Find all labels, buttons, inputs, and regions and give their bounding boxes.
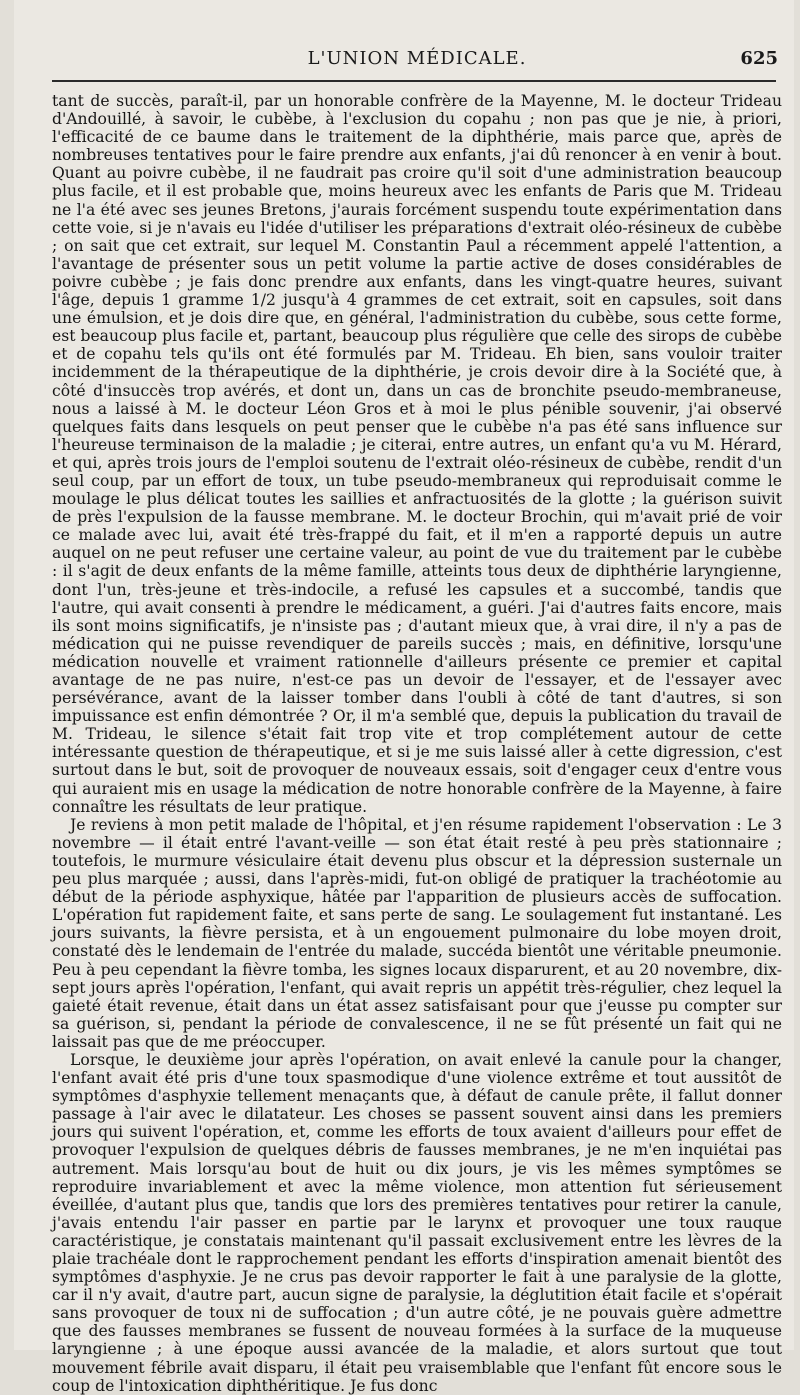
paragraph: Je reviens à mon petit malade de l'hôpital, et j'en résume rapidement l'observation : Le 3 novembre — il était entré l'avant-veille — son état était resté à peu près stationnaire ; toutefois, le murmure vésiculaire était devenu plus obscur et la dépression susternale un peu plus marquée ; aussi, dans l'après-midi, fut-on obligé de pratiquer la trachéotomie au début de la période asphyxique, hâtée par l'apparition de plusieurs accès de suffocation. L'opération fut rapidement faite, et sans perte de sang. Le soulagement fut instantané. Les jours suivants, la fièvre persista, et à un engouement pulmonaire du lobe moyen droit, constaté dès le lendemain de l'entrée du malade, succéda bientôt une véritable pneumonie. Peu à peu cependant la fièvre tomba, les signes locaux disparurent, et au 20 novembre, dix-sept jours après l'opération, l'enfant, qui avait repris un appétit très-régulier, chez lequel la gaieté était revenue, était dans un état assez satisfaisant pour que j'eusse pu compter sur sa guérison, si, pendant la période de convalescence, il ne se fût présenté un fait qui ne laissait pas que de me préoccuper. xyxy=(52,815,782,1051)
paragraph: tant de succès, paraît-il, par un honorable confrère de la Mayenne, M. le docteur Trideau d'Andouillé, à savoir, le cubèbe, à l'exclusion du copahu ; non pas que je nie, à priori, l'efficacité de ce baume dans le traitement de la diphthérie, mais parce que, après de nombreuses tentatives pour le faire prendre aux enfants, j'ai dû renoncer à en venir à bout. Quant au poivre cubèbe, il ne faudrait pas croire qu'il soit d'une administration beaucoup plus facile, et il est probable que, moins heureux avec les enfants de Paris que M. Trideau ne l'a été avec ses jeunes Bretons, j'aurais forcément suspendu toute expérimentation dans cette voie, si je n'avais eu l'idée d'utiliser les préparations d'extrait oléo-résineux de cubèbe ; on sait que cet extrait, sur lequel M. Constantin Paul a récemment appelé l'attention, a l'avantage de présenter sous un petit volume la partie active de doses considérables de poivre cubèbe ; je fais donc prendre aux enfants, dans les vingt-quatre heures, suivant l'âge, depuis 1 gramme 1/2 jusqu'à 4 grammes de cet extrait, soit en capsules, soit dans une émulsion, et je dois dire que, en général, l'administration du cubèbe, sous cette forme, est beaucoup plus facile et, partant, beaucoup plus régulière que celle des sirops de cubèbe et de copahu tels qu'ils ont été formulés par M. Trideau. Eh bien, sans vouloir traiter incidemment de la thérapeutique de la diphthérie, je crois devoir dire à la Société que, à côté d'insuccès trop avérés, et dont un, dans un cas de bronchite pseudo-membraneuse, nous a laissé à M. le docteur Léon Gros et à moi le plus pénible souvenir, j'ai observé quelques faits dans lesquels on peut penser que le cubèbe n'a pas été sans influence sur l'heureuse terminaison de la maladie ; je citerai, entre autres, un enfant qu'a vu M. Hérard, et qui, après trois jours de l'emploi soutenu de l'extrait oléo-résineux de cubèbe, rendit d'un seul coup, par un effort de toux, un tube pseudo-membraneux qui reproduisait comme le moulage le plus délicat toutes les saillies et anfractuosités de la glotte ; la guérison suivit de près l'expulsion de la fausse membrane. M. le docteur Brochin, qui m'avait prié de voir ce malade avec lui, avait été très-frappé du fait, et il m'en a rapporté depuis un autre auquel on ne peut refuser une certaine valeur, au point de vue du traitement par le cubèbe : il s'agit de deux enfants de la même famille, atteints tous deux de diphthérie laryngienne, dont l'un, très-jeune et très-indocile, a refusé les capsules et a succombé, tandis que l'autre, qui avait consenti à prendre le médicament, a guéri. J'ai d'autres faits encore, mais ils sont moins significatifs, je n'insiste pas ; d'autant mieux que, à vrai dire, il n'y a pas de médication qui ne puisse revendiquer de pareils succès ; mais, en définitive, lorsqu'une médication nouvelle et vraiment rationnelle d'ailleurs présente ce premier et capital avantage de ne pas nuire, n'est-ce pas un devoir de l'essayer, et de l'essayer avec persévérance, avant de la laisser tomber dans l'oubli à côté de tant d'autres, si son impuissance est enfin démontrée ? Or, il m'a semblé que, depuis la publication du travail de M. Trideau, le silence s'était fait trop vite et trop complétement autour de cette intéressante question de thérapeutique, et si je me suis laissé aller à cette digression, c'est surtout dans le but, soit de provoquer de nouveaux essais, soit d'engager ceux d'entre vous qui auraient mis en usage la médication de notre honorable confrère de la Mayenne, à faire connaître les résultats de leur pratique. xyxy=(52,92,783,816)
journal-page xyxy=(14,0,794,1395)
article-body xyxy=(52,92,782,1395)
running-title: L'UNION MÉDICALE. xyxy=(307,48,527,69)
page-header xyxy=(52,48,782,76)
header-rule xyxy=(52,80,776,82)
page-number: 625 xyxy=(740,48,778,69)
paragraph: Lorsque, le deuxième jour après l'opération, on avait enlevé la canule pour la changer, l'enfant avait été pris d'une toux spasmodique d'une violence extrême et tout aussitôt de symptômes d'asphyxie tellement menaçants que, à défaut de canule prête, il fallut donner passage à l'air avec le dilatateur. Les choses se passent souvent ainsi dans les premiers jours qui suivent l'opération, et, comme les efforts de toux avaient d'ailleurs pour effet de provoquer l'expulsion de quelques débris de fausses membranes, je ne m'en inquiétai pas autrement. Mais lorsqu'au bout de huit ou dix jours, je vis les mêmes symptômes se reproduire invariablement et avec la même violence, mon attention fut sérieusement éveillée, d'autant plus que, tandis que lors des premières tentatives pour retirer la canule, j'avais entendu l'air passer en partie par le larynx et provoquer une toux rauque caractéristique, je constatais maintenant qu'il passait exclusivement entre les lèvres de la plaie trachéale dont le rapprochement pendant les efforts d'inspiration amenait bientôt des symptômes d'asphyxie. Je ne crus pas devoir rapporter le fait à une paralysie de la glotte, car il n'y avait, d'autre part, aucun signe de paralysie, la déglutition était facile et s'opérait sans provoquer de toux ni de suffocation ; d'un autre côté, je ne pouvais guère admettre que des fausses membranes se fussent de nouveau formées à la surface de la muqueuse laryngienne ; à une époque aussi avancée de la maladie, et alors surtout que tout mouvement fébrile avait disparu, il était peu vraisemblable que l'enfant fût encore sous le coup de l'intoxication diphthéritique. Je fus donc xyxy=(52,1050,782,1395)
